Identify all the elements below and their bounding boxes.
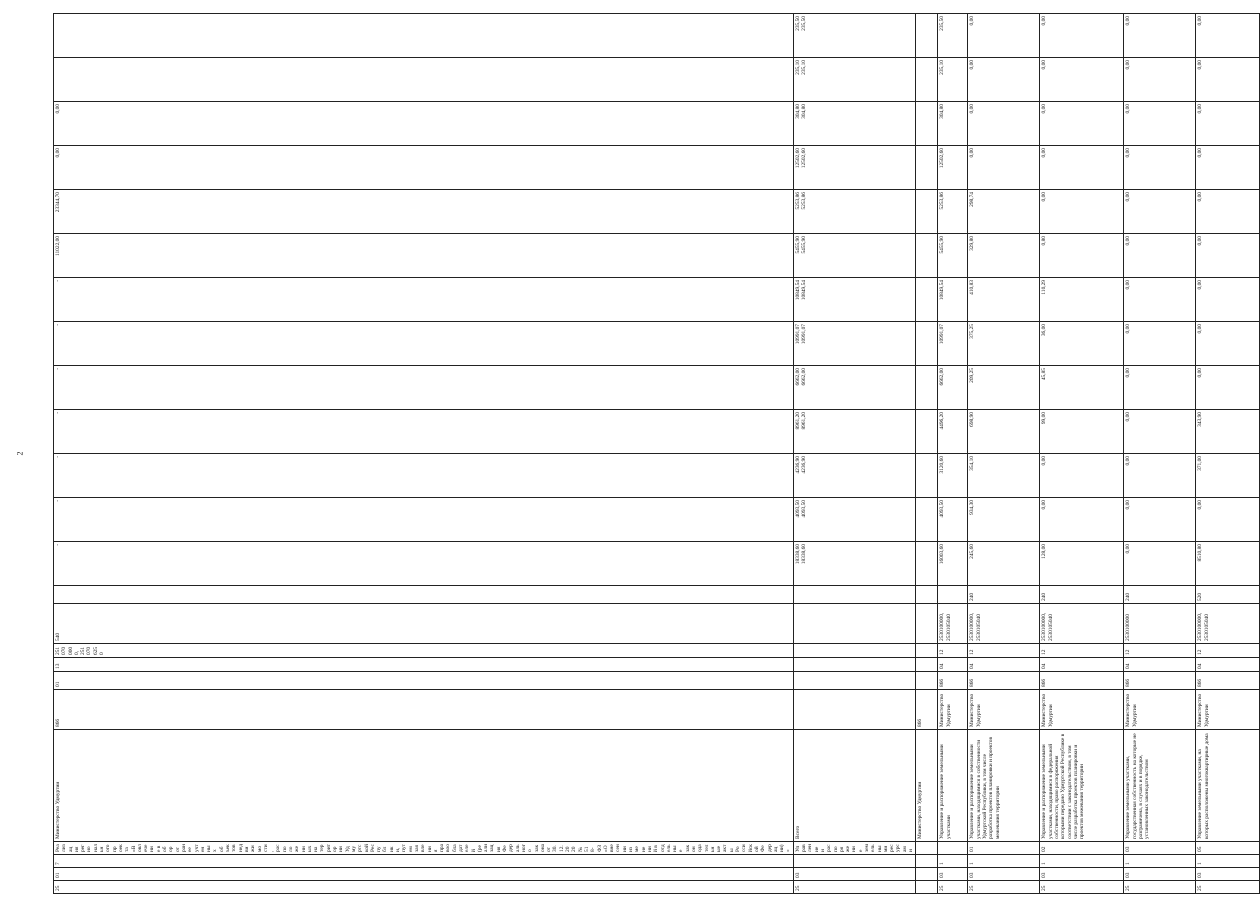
amount-cell: -	[54, 498, 794, 542]
code-cell: 25	[938, 881, 968, 894]
description-cell: Управление земельными участками, государственная собственность на которые не разграничена, в случаях и в порядке, установленных законодательством	[1124, 730, 1196, 842]
amount-cell	[54, 58, 794, 102]
amount-cell: 354,10	[968, 454, 1040, 498]
classifier-cell: 2530100000	[1124, 604, 1196, 644]
amount-value: 18338,60	[794, 544, 801, 565]
amount-cell	[916, 454, 938, 498]
classifier-cell: 240	[1040, 586, 1124, 604]
amount-value: 4236,90	[794, 456, 801, 474]
amount-cell: 6662,00	[938, 366, 968, 410]
amount-cell: 0,00	[54, 146, 794, 190]
amount-cell: 5253,86	[938, 190, 968, 234]
amount-value: 8961,20	[794, 412, 801, 430]
amount-cell	[793, 410, 916, 454]
code-cell: 1	[1196, 855, 1260, 868]
amount-cell: 0,00	[1124, 278, 1196, 322]
amount-cell	[793, 322, 916, 366]
classifier-cell: 12	[1196, 644, 1260, 658]
amount-value: 10849,54	[794, 280, 801, 301]
amount-cell	[916, 58, 938, 102]
amount-value: 5253,86	[794, 192, 801, 210]
amount-value: 10991,07	[801, 324, 808, 345]
amount-cell: 8510,80	[1196, 542, 1260, 586]
amount-cell: 12502,60	[938, 146, 968, 190]
code-cell: 1	[968, 855, 1040, 868]
amount-value: 18338,60	[801, 544, 808, 565]
amount-cell: 0,00	[1124, 498, 1196, 542]
amount-cell	[793, 146, 916, 190]
description-cell: Управление и распоряжение земельными участками	[938, 730, 968, 842]
amount-cell: 0,00	[968, 58, 1040, 102]
classifier-cell: 12	[1040, 644, 1124, 658]
amount-cell: 0,00	[1124, 322, 1196, 366]
classifier-cell: 866	[968, 672, 1040, 690]
classifier-cell	[793, 658, 916, 672]
amount-cell	[54, 14, 794, 58]
amount-cell	[916, 366, 938, 410]
amount-cell: 0,00	[1124, 542, 1196, 586]
amount-cell	[793, 278, 916, 322]
amount-cell: 0,00	[1196, 58, 1260, 102]
amount-cell: 698,90	[968, 410, 1040, 454]
amount-value: 4093,50	[794, 500, 801, 518]
classifier-cell: 01	[54, 672, 794, 690]
amount-cell	[793, 14, 916, 58]
amount-cell: 0,00	[968, 102, 1040, 146]
amount-value: 8961,20	[801, 412, 808, 430]
classifier-cell: 240	[1124, 586, 1196, 604]
classifier-cell: 520	[1196, 586, 1260, 604]
amount-cell: 99,00	[1040, 410, 1124, 454]
amount-cell: 245,60	[968, 542, 1040, 586]
amount-cell: 934,30	[968, 498, 1040, 542]
code-cell: 03	[968, 868, 1040, 881]
code-cell: 01	[968, 842, 1040, 855]
code-cell	[916, 881, 938, 894]
classifier-cell	[916, 604, 938, 644]
code-cell: 05	[1196, 842, 1260, 855]
classifier-cell: 2530100000, 2530105040	[938, 604, 968, 644]
classifier-cell: 866	[938, 672, 968, 690]
amount-cell: 0,00	[1196, 322, 1260, 366]
code-cell	[916, 842, 938, 855]
amount-cell: -	[54, 454, 794, 498]
code-cell: 1	[1124, 855, 1196, 868]
amount-cell: -	[54, 366, 794, 410]
amount-cell	[916, 146, 938, 190]
amount-cell	[793, 454, 916, 498]
code-cell: 03	[938, 868, 968, 881]
responsible-cell: Министерство Удмуртии	[968, 690, 1040, 730]
amount-cell: 304,80	[938, 102, 968, 146]
amount-value: 5455,90	[801, 236, 808, 254]
amount-cell: 0,00	[1196, 278, 1260, 322]
amount-value: 10849,54	[801, 280, 808, 301]
amount-cell	[793, 234, 916, 278]
amount-cell: 410,83	[968, 278, 1040, 322]
amount-cell: 0,00	[1196, 190, 1260, 234]
page-number: 2	[15, 451, 25, 456]
responsible-cell: Министерство Удмуртии	[1124, 690, 1196, 730]
classifier-cell: 04	[1124, 658, 1196, 672]
code-cell	[938, 842, 968, 855]
classifier-cell	[916, 658, 938, 672]
amount-value: 12502,60	[794, 148, 801, 169]
description-cell: Управление земельными участками, на которых расположены многоквартирные дома	[1196, 730, 1260, 842]
amount-cell: 0,00	[1040, 58, 1124, 102]
amount-cell	[793, 102, 916, 146]
code-cell: 03	[1124, 868, 1196, 881]
amount-cell: 375,25	[968, 322, 1040, 366]
amount-cell	[916, 542, 938, 586]
classifier-cell: 2510700000, 2510706250	[54, 644, 794, 658]
amount-cell: 3120,60	[938, 454, 968, 498]
classifier-cell: 866	[1196, 672, 1260, 690]
description-cell: Всего	[793, 730, 916, 842]
classifier-cell: 13	[54, 658, 794, 672]
amount-cell: 209,25	[968, 366, 1040, 410]
amount-value: 6662,00	[801, 368, 808, 386]
table-row	[793, 14, 916, 894]
amount-cell	[793, 542, 916, 586]
amount-value: 235,50	[801, 16, 808, 31]
amount-cell	[793, 498, 916, 542]
amount-cell	[793, 366, 916, 410]
amount-cell: 0,80	[1040, 234, 1124, 278]
amount-cell: 0,00	[968, 146, 1040, 190]
amount-cell: 0,00	[1040, 102, 1124, 146]
responsible-cell: Министерство Удмуртии	[938, 690, 968, 730]
amount-cell: 110,29	[1040, 278, 1124, 322]
classifier-cell	[54, 586, 794, 604]
classifier-cell: 866	[1040, 672, 1124, 690]
amount-value: 304,80	[801, 104, 808, 119]
amount-cell: 0,00	[1124, 102, 1196, 146]
code-cell: 02	[1040, 842, 1124, 855]
classifier-cell	[916, 644, 938, 658]
amount-cell: 45,85	[1040, 366, 1124, 410]
amount-cell: 36,00	[1040, 322, 1124, 366]
amount-value: 5455,90	[794, 236, 801, 254]
amount-cell	[916, 322, 938, 366]
code-cell: 1	[1040, 855, 1124, 868]
table-row	[938, 14, 968, 894]
classifier-cell	[793, 604, 916, 644]
amount-cell: 0,00	[1196, 234, 1260, 278]
code-cell: 01	[54, 868, 794, 881]
code-cell: 1	[938, 855, 968, 868]
amount-cell: 0,00	[1040, 14, 1124, 58]
classifier-cell: 240	[968, 586, 1040, 604]
table-row	[1124, 14, 1196, 894]
table-row	[54, 14, 794, 894]
responsible-cell: Министерство Удмуртии	[1040, 690, 1124, 730]
amount-cell: 10849,54	[938, 278, 968, 322]
classifier-cell: 2530100000, 2530105040	[968, 604, 1040, 644]
amount-cell	[916, 102, 938, 146]
classifier-cell: 2530100000, 2530105040	[1196, 604, 1260, 644]
amount-cell: -	[54, 542, 794, 586]
table-row	[916, 14, 938, 894]
amount-cell	[916, 498, 938, 542]
amount-cell: 0,00	[1040, 146, 1124, 190]
amount-cell: 343,90	[1196, 410, 1260, 454]
amount-cell: 0,00	[1124, 14, 1196, 58]
code-cell: 25	[54, 881, 794, 894]
amount-cell: 10991,07	[938, 322, 968, 366]
amount-value: 6662,00	[794, 368, 801, 386]
amount-value: 12502,60	[801, 148, 808, 169]
amount-cell: 5455,90	[938, 234, 968, 278]
amount-cell: 371,00	[1196, 454, 1260, 498]
amount-cell	[916, 278, 938, 322]
code-cell: 25	[1124, 881, 1196, 894]
code-cell: 03	[1040, 868, 1124, 881]
classifier-cell: 12	[1124, 644, 1196, 658]
amount-cell: 0,00	[1124, 190, 1196, 234]
description-cell: Управление и распоряжение земельными участками, находящимися в федеральной собственности, право распоряжения которыми передано Удмуртской Республике в соответствии с законодательством, в том числе разработка проектов планировки и проектов межевания территории	[1040, 730, 1124, 842]
amount-cell	[793, 58, 916, 102]
amount-cell: 0,00	[968, 14, 1040, 58]
description-cell: Министерство Удмуртии	[916, 730, 938, 842]
amount-cell: -	[54, 278, 794, 322]
responsible-cell	[793, 690, 916, 730]
responsible-cell: 866	[916, 690, 938, 730]
amount-cell: 0,00	[1196, 14, 1260, 58]
table-row	[1040, 14, 1124, 894]
description-cell: Управление и распоряжение земельными участками, находящимися в собственности Удмуртской Республики, в том числе разработка проектов планировки и проектов межевания территории	[968, 730, 1040, 842]
code-cell: Реализация регионального проекта «Вовлечение в оборот ранее учтенных объектов недвижимости, расположенных на территории Удмуртской Республики, путем заявления правообладателей (реализация Федерального закона от 30.12.2020 № 518-ФЗ «О внесении изменений в отдельные законодательные акты Российской Федерации)»	[54, 842, 794, 855]
amount-cell: 4496,20	[938, 410, 968, 454]
amount-cell: 0,00	[1124, 58, 1196, 102]
description-cell: Министерство Удмуртии	[54, 730, 794, 842]
amount-value: 235,50	[794, 16, 801, 31]
responsible-cell: Министерство Удмуртии	[1196, 690, 1260, 730]
code-cell: 03	[1124, 842, 1196, 855]
amount-cell: 0,00	[1124, 366, 1196, 410]
amount-cell: 0,00	[1040, 498, 1124, 542]
amount-cell: 0,00	[1196, 498, 1260, 542]
code-cell: 25	[1040, 881, 1124, 894]
classifier-cell: 2530100000, 2530105040	[1040, 604, 1124, 644]
classifier-cell	[793, 644, 916, 658]
amount-cell: 0,00	[1124, 234, 1196, 278]
amount-cell: 298,74	[968, 190, 1040, 234]
amount-cell: 329,80	[968, 234, 1040, 278]
classifier-cell: 12	[938, 644, 968, 658]
amount-cell: 0,00	[1124, 146, 1196, 190]
amount-value: 304,80	[794, 104, 801, 119]
amount-cell	[916, 14, 938, 58]
code-cell: 7	[54, 855, 794, 868]
classifier-cell: 540	[54, 604, 794, 644]
classifier-cell	[793, 672, 916, 690]
code-cell: 03	[793, 868, 916, 881]
classifier-cell: 04	[938, 658, 968, 672]
table-row	[968, 14, 1040, 894]
amount-cell: 0,00	[1196, 366, 1260, 410]
responsible-cell: 866	[54, 690, 794, 730]
amount-cell: 0,00	[1196, 146, 1260, 190]
amount-cell: 11022,00	[54, 234, 794, 278]
budget-table	[53, 13, 1260, 894]
table-row	[1196, 14, 1260, 894]
amount-cell: -	[54, 410, 794, 454]
amount-cell: 23344,70	[54, 190, 794, 234]
amount-cell	[916, 190, 938, 234]
amount-value: 4236,90	[801, 456, 808, 474]
amount-cell	[916, 410, 938, 454]
amount-value: 10991,07	[794, 324, 801, 345]
classifier-cell	[916, 586, 938, 604]
classifier-cell: 04	[968, 658, 1040, 672]
code-cell	[793, 855, 916, 868]
amount-cell: -	[54, 322, 794, 366]
amount-cell: 235,10	[938, 58, 968, 102]
amount-cell: 0,00	[1040, 454, 1124, 498]
amount-value: 235,10	[794, 60, 801, 75]
code-cell	[916, 855, 938, 868]
classifier-cell: 866	[1124, 672, 1196, 690]
code-cell: 25	[793, 881, 916, 894]
code-cell: 25	[968, 881, 1040, 894]
amount-cell: 0,00	[1196, 102, 1260, 146]
code-cell	[916, 868, 938, 881]
classifier-cell: 04	[1196, 658, 1260, 672]
amount-cell: 0,00	[1124, 454, 1196, 498]
amount-value: 5253,86	[801, 192, 808, 210]
classifier-cell: 12	[968, 644, 1040, 658]
classifier-cell	[793, 586, 916, 604]
amount-value: 4093,50	[801, 500, 808, 518]
amount-cell: 235,50	[938, 14, 968, 58]
code-cell: 25	[1196, 881, 1260, 894]
code-cell: Управление и распоряжение земельными ресурсами	[793, 842, 916, 855]
code-cell: 03	[1196, 868, 1260, 881]
classifier-cell	[916, 672, 938, 690]
amount-value: 235,10	[801, 60, 808, 75]
amount-cell: 0,00	[1040, 190, 1124, 234]
amount-cell: 4093,50	[938, 498, 968, 542]
amount-cell: 0,00	[1124, 410, 1196, 454]
classifier-cell	[938, 586, 968, 604]
amount-cell: 16003,60	[938, 542, 968, 586]
amount-cell: 128,00	[1040, 542, 1124, 586]
amount-cell	[793, 190, 916, 234]
classifier-cell: 04	[1040, 658, 1124, 672]
rotated-budget-table	[53, 16, 1210, 894]
amount-cell	[916, 234, 938, 278]
amount-cell: 0,00	[54, 102, 794, 146]
